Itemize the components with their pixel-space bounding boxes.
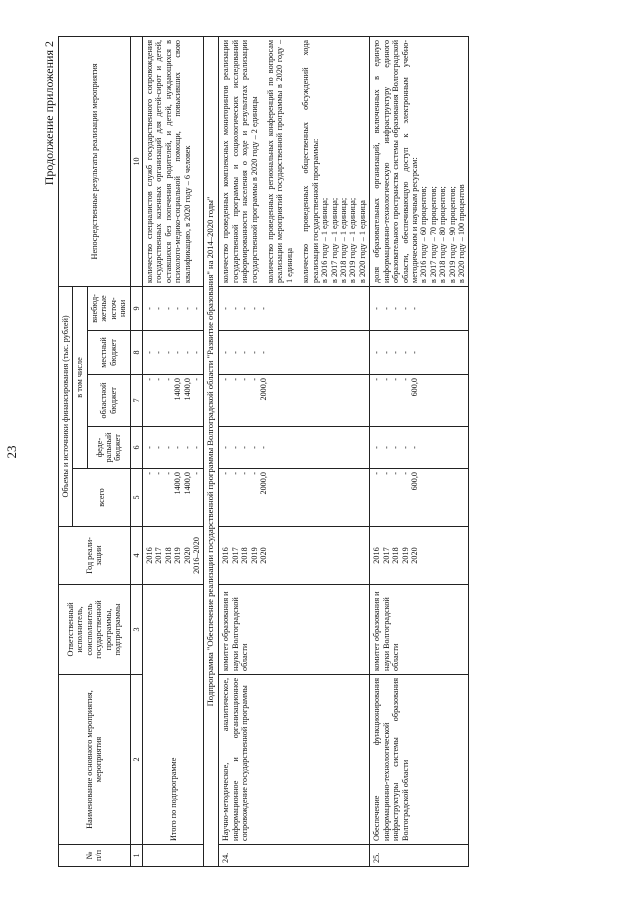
total-result: количество специалистов служб государственного сопровождения государственных казенных организаций для детей-сирот и детей, оставшихся без попечения родителей, и детей, нуждающихся в психолого-медико-социальной помощи, повысивших свою квалификацию, в 2020 году – 6 человек	[142, 36, 204, 286]
column-number: 5	[130, 469, 142, 527]
column-number: 4	[130, 527, 142, 585]
column-number: 2	[130, 675, 142, 845]
row-years: 2016 2017 2018 2019 2020	[370, 527, 469, 585]
header-responsible: Ответственный исполнитель, соисполнитель государственной программы, подпрограммы	[59, 585, 131, 675]
row-federal: - - - - -	[370, 427, 469, 469]
row-extrabudget: - - - - -	[370, 286, 469, 330]
row-total: - - - - 2000,0	[219, 469, 370, 527]
result-item: доля образовательных организаций, включенных в единую информационно-технологическую инфраструктуру единого образовательного пространства системы образования Волгоградской области, обеспечивающую доступ к электронным учебно-методическим и научным ресурсам: в 2016 году – 60 процентов; в 2017 году – 70 процентов; в 2018 году – 80 процентов; в 2019 году – 90 процентов; в 2020 году – 100 процентов	[372, 39, 467, 283]
total-total: - - - 1400,0 1400,0 -	[142, 469, 204, 527]
column-number: 10	[130, 36, 142, 286]
total-no	[142, 845, 204, 867]
table-row	[370, 36, 469, 866]
column-numbers-row	[130, 36, 142, 866]
total-federal: - - - - - -	[142, 427, 204, 469]
page-number: 23	[4, 445, 19, 459]
header-year: Год реали-зации	[59, 527, 131, 585]
column-number: 6	[130, 427, 142, 469]
header-name: Наименование основного мероприятия, мероприятия	[59, 675, 131, 845]
row-name: Научно-методическое, аналитическое, информационное и организационное сопровождение государственной программы	[219, 675, 370, 845]
subprogram-heading-row	[204, 36, 219, 866]
row-results	[370, 36, 469, 286]
total-local: - - - - - -	[142, 331, 204, 375]
header-total: всего	[73, 469, 130, 527]
header-including: в том числе	[73, 286, 87, 468]
header-extrabudget: внебюд-жетные источ-ники	[87, 286, 130, 330]
header-local: местный бюджет	[87, 331, 130, 375]
column-number: 8	[130, 331, 142, 375]
total-extrabudget: - - - - - -	[142, 286, 204, 330]
row-total: - - - - 600,0	[370, 469, 469, 527]
row-results	[219, 36, 370, 286]
result-item: количество проведенных комплексных мониторингов реализации государственной программы и социологических исследований информированности населения о ходе и результатах реализации государственной программы в 2020 году – 2 единицы	[221, 39, 259, 283]
header-regional: областной бюджет	[87, 375, 130, 427]
header-no: № п/п	[59, 845, 131, 867]
program-table	[58, 36, 469, 867]
row-extrabudget: - - - - -	[219, 286, 370, 330]
header-federal: феде-ральный бюджет	[87, 427, 130, 469]
column-number: 7	[130, 375, 142, 427]
total-years: 2016 2017 2018 2019 2020 2016–2020	[142, 527, 204, 585]
result-item: количество проведенных общественных обсуждений хода реализации государственной программы: в 2016 году – 1 единица; в 2017 году – 1 единица; в 2018 году – 1 единица; в 2019 году – 1 единица; в 2020 году – 1 единица	[301, 39, 367, 283]
row-name: Обеспечение функционирования информационно-технологической инфраструктуры системы образования Волгоградской области	[370, 675, 469, 845]
table-row	[219, 36, 370, 866]
column-number: 3	[130, 585, 142, 675]
row-local: - - - - -	[219, 331, 370, 375]
appendix-note: Продолжение приложения 2	[42, 41, 56, 186]
result-item: количество проведенных региональных конференций по вопросам реализации мероприятий государственной программы в 2020 году – 1 единица	[266, 39, 294, 283]
column-number: 9	[130, 286, 142, 330]
column-number: 1	[130, 845, 142, 867]
header-results: Непосредственные результаты реализации мероприятия	[59, 36, 131, 286]
total-regional: - - - 1400,0 1400,0 -	[142, 375, 204, 427]
rotated-page-content	[40, 37, 600, 867]
row-responsible: комитет образования и науки Волгоградской области	[219, 585, 370, 675]
row-number: 24.	[219, 845, 370, 867]
row-responsible: комитет образования и науки Волгоградской области	[370, 585, 469, 675]
row-local: - - - - -	[370, 331, 469, 375]
row-years: 2016 2017 2018 2019 2020	[219, 527, 370, 585]
row-federal: - - - - -	[219, 427, 370, 469]
row-regional: - - - - 600,0	[370, 375, 469, 427]
row-regional: - - - - 2000,0	[219, 375, 370, 427]
header-funding: Объемы и источники финансирования (тыс. рублей)	[59, 286, 73, 526]
total-label: Итого по подпрограмме	[142, 585, 204, 845]
row-number: 25.	[370, 845, 469, 867]
subprogram-title: Подпрограмма "Обеспечение реализации государственной программы Волгоградской области "Развитие образования" на 2014–2020 годы"	[204, 36, 219, 866]
subprogram-total-row	[142, 36, 204, 866]
